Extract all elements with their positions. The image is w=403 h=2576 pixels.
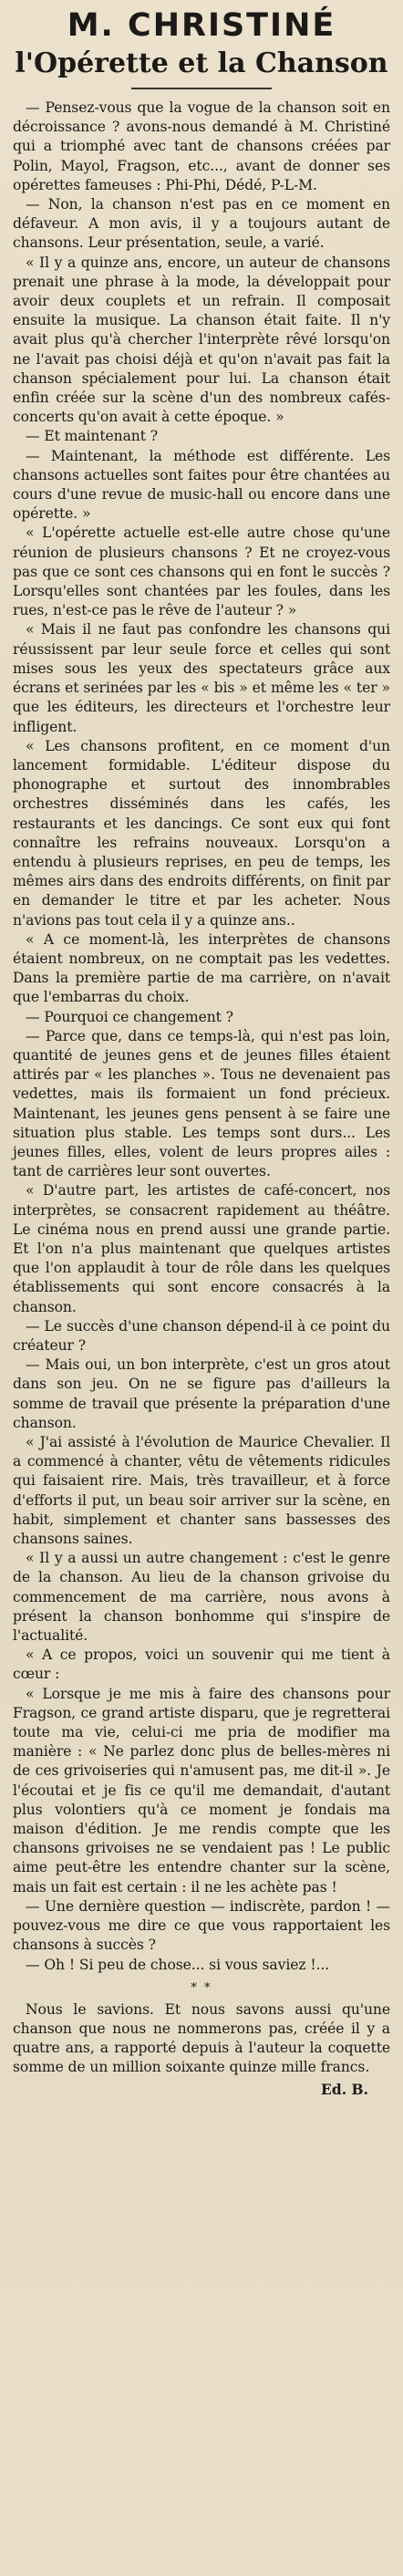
- article-paragraph: — Mais oui, un bon interprète, c'est un gros atout dans son jeu. On ne se figure pas d'ailleurs la somme de travail que présente la préparation d'une chanson.: [13, 1356, 390, 1431]
- article-paragraph: « Il y a aussi un autre changement : c'est le genre de la chanson. Au lieu de la chanson grivoise du commencement de ma carrière, nous avons à présent la chanson bonhomme qui s'inspire de l'actualité.: [13, 1550, 390, 1645]
- article-paragraph: — Le succès d'une chanson dépend-il à ce point du créateur ?: [13, 1317, 390, 1354]
- article-paragraph: — Maintenant, la méthode est différente. Les chansons actuelles sont faites pour être chantées au cours d'une revue de music-hall ou encore dans une opérette. »: [13, 447, 390, 523]
- article-headline: M. CHRISTINÉ: [67, 7, 336, 44]
- article-paragraph: « Il y a quinze ans, encore, un auteur de chansons prenait une phrase à la mode, la développait pour avoir deux couplets et un refrain. Il composait ensuite la musique. La chanson était faite. Il n'y avait plus qu'à chercher l'interprète rêvé lorsqu'on ne l'avait pas choisi déjà et qu'on n'avait pas fait la chanson spécialement pour lui. La chanson était enfin créée sur la scène d'un des nombreux cafés-concerts qu'on avait à cette époque. »: [13, 254, 390, 426]
- article-body: [13, 99, 390, 2100]
- article-paragraph: — Pensez-vous que la vogue de la chanson soit en décroissance ? avons-nous demandé à M. Christiné qui a triomphé avec tant de chansons créées par Polin, Mayol, Fragson, etc..., avant de donner ses opérettes fameuses : Phi-Phi, Dédé, P-L-M.: [13, 99, 390, 193]
- section-separator: * *: [191, 1980, 212, 1995]
- article-paragraph: « Les chansons profitent, en ce moment d'un lancement formidable. L'éditeur dispose du phonographe et surtout des innombrables orchestres disséminés dans les cafés, les restaurants et les dancings. Ce sont eux qui font connaître les refrains nouveaux. Lorsqu'on a entendu à plusieurs reprises, en peu de temps, les mêmes airs dans des endroits différents, on finit par en demander le titre et par les acheter. Nous n'avions pas tout cela il y a quinze ans..: [13, 737, 390, 929]
- article-paragraph: « Mais il ne faut pas confondre les chansons qui réussissent par leur seule force et celles qui sont mises sous les yeux des spectateurs grâce aux écrans et serinées par les « bis » et même les « ter » que les éditeurs, les directeurs et l'orchestre leur infligent.: [13, 621, 390, 735]
- article-paragraph: — Oh ! Si peu de chose... si vous saviez !...: [26, 1956, 330, 1973]
- author-signature: Ed. B.: [321, 2080, 368, 2098]
- article-paragraph: — Parce que, dans ce temps-là, qui n'est pas loin, quantité de jeunes gens et de jeunes filles étaient attirés par « les planches ». Tous ne devenaient pas vedettes, mais ils formaient un fond précieux. Maintenant, les jeunes gens pensent à se faire une situation plus stable. Les temps sont durs... Les jeunes filles, elles, volent de leurs propres ailes : tant de carrières leur sont ouvertes.: [13, 1027, 390, 1180]
- closing-paragraph: Nous le savions. Et nous savons aussi qu'une chanson que nous ne nommerons pas, créée il y a quatre ans, a rapporté depuis à l'auteur la coquette somme de un million soixante quinze mille francs.: [13, 2000, 390, 2076]
- article-paragraph: — Et maintenant ?: [26, 428, 159, 445]
- article-paragraph: « J'ai assisté à l'évolution de Maurice Chevalier. Il a commencé à chanter, vêtu de vêtements ridicules qui faisaient rire. Mais, très travailleur, et à force d'efforts il put, un beau soir arriver sur la scène, en habit, simplement et chanter sans bassesses des chansons saines.: [13, 1434, 390, 1548]
- article-paragraph: — Non, la chanson n'est pas en ce moment en défaveur. A mon avis, il y a toujours autant de chansons. Leur présentation, seule, a varié.: [13, 196, 390, 252]
- article-paragraph: « A ce propos, voici un souvenir qui me tient à cœur :: [13, 1646, 390, 1683]
- article-paragraph: « A ce moment-là, les interprètes de chansons étaient nombreux, on ne comptait pas les vedettes. Dans la première partie de ma carrière, on n'avait que l'embarras du choix.: [13, 930, 390, 1006]
- article-paragraph: « Lorsque je me mis à faire des chansons pour Fragson, ce grand artiste disparu, que je regretterai toute ma vie, celui-ci me pria de modifier ma manière : « Ne parlez donc plus de belles-mères ni de ces grivoiseries qui n'amusent pas, me dit-il ». Je l'écoutai et je fis ce qu'il me demandait, d'autant plus volontiers qu'à ce moment je fondais ma maison d'édition. Je me rendis compte que les chansons grivoises ne se vendaient pas ! Le public aime peut-être les entendre chanter sur la scène, mais un fait est certain : il ne les achète pas !: [13, 1685, 390, 1896]
- article-paragraph: « D'autre part, les artistes de café-concert, nos interprètes, se consacrent rapidement au théâtre. Le cinéma nous en prend aussi une grande partie. Et l'on n'a plus maintenant que quelques artistes que l'on applaudit à tour de rôle dans les quelques établissements qui sont encore consacrés à la chanson.: [13, 1182, 390, 1315]
- article-paragraph: « L'opérette actuelle est-elle autre chose qu'une réunion de plusieurs chansons ? Et ne croyez-vous pas que ce sont ces chansons qui en font le succès ? Lorsqu'elles sont chantées par les foules, dans les rues, n'est-ce pas le rêve de l'auteur ? »: [13, 525, 390, 619]
- article-paragraph: — Pourquoi ce changement ?: [26, 1008, 233, 1025]
- article-subheadline: l'Opérette et la Chanson: [15, 47, 388, 79]
- article-paragraph: — Une dernière question — indiscrète, pardon ! — pouvez-vous me dire ce que vous rapportaient les chansons à succès ?: [13, 1897, 390, 1954]
- headline-divider: [131, 88, 272, 89]
